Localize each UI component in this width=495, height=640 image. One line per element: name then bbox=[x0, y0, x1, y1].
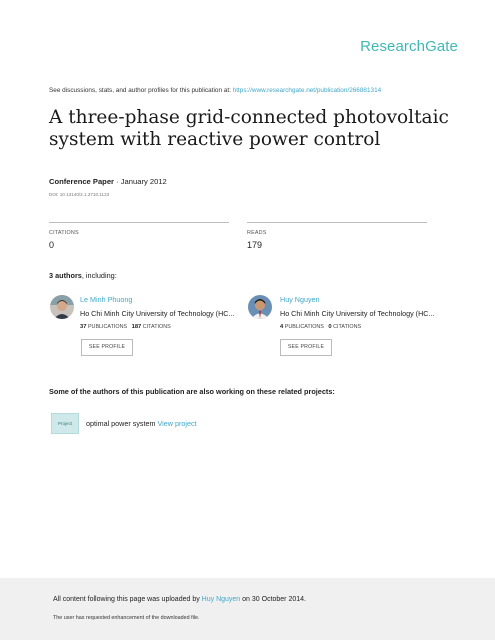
paper-doi: DOI: 10.13140/2.1.2710.1123 bbox=[49, 192, 110, 197]
related-projects-heading: Some of the authors of this publication are also working on these related projects: bbox=[49, 387, 335, 396]
paper-title: A three-phase grid-connected photovoltaic system with reactive power control bbox=[49, 107, 449, 150]
author-publications-count: 37 bbox=[80, 324, 87, 330]
see-profile-button[interactable]: SEE PROFILE bbox=[280, 339, 332, 356]
author-name-link[interactable]: Le Minh Phuong bbox=[80, 295, 133, 304]
authors-suffix: , including: bbox=[81, 271, 117, 280]
paper-type: Conference Paper bbox=[49, 177, 114, 186]
citations-label: CITATIONS bbox=[49, 230, 79, 236]
researchgate-logo[interactable]: ResearchGate bbox=[360, 38, 458, 55]
notice-text: See discussions, stats, and author profiles for this publication at: bbox=[49, 87, 231, 94]
upload-prefix: All content following this page was uploaded by bbox=[53, 596, 200, 603]
author-institution: Ho Chi Minh City University of Technology (HC... bbox=[80, 309, 235, 318]
publication-notice bbox=[49, 87, 381, 94]
avatar[interactable] bbox=[50, 295, 74, 319]
reads-count: 179 bbox=[247, 240, 263, 250]
publication-url-link[interactable]: https://www.researchgate.net/publication/266881314 bbox=[232, 87, 382, 94]
reads-label: READS bbox=[247, 230, 267, 236]
paper-date: January 2012 bbox=[120, 177, 167, 186]
avatar[interactable] bbox=[248, 295, 272, 319]
author-citations-count: 0 bbox=[328, 324, 332, 330]
project-name: optimal power system bbox=[86, 419, 156, 428]
citations-count: 0 bbox=[49, 240, 55, 250]
author-publications-label: PUBLICATIONS bbox=[87, 324, 128, 330]
uploader-link[interactable]: Huy Nguyen bbox=[201, 596, 241, 603]
author-name-link[interactable]: Huy Nguyen bbox=[280, 295, 320, 304]
project-icon[interactable]: Project bbox=[51, 413, 79, 434]
author-publications-count: 4 bbox=[280, 324, 284, 330]
author-stats bbox=[80, 324, 171, 330]
authors-heading bbox=[49, 271, 117, 280]
upload-notice bbox=[53, 596, 306, 603]
author-publications-label: PUBLICATIONS bbox=[284, 324, 324, 330]
author-citations-count: 187 bbox=[131, 324, 142, 330]
paper-meta: Conference Paper · January 2012 bbox=[49, 177, 167, 186]
author-photo-icon bbox=[248, 295, 272, 319]
view-project-link[interactable]: View project bbox=[157, 419, 197, 428]
author-stats bbox=[280, 324, 361, 330]
author-citations-label: CITATIONS bbox=[142, 324, 171, 330]
authors-count: 3 authors bbox=[49, 271, 82, 280]
upload-date: on 30 October 2014. bbox=[242, 596, 306, 603]
footer bbox=[0, 578, 495, 640]
project-entry bbox=[86, 419, 197, 428]
divider-citations bbox=[49, 222, 229, 223]
author-citations-label: CITATIONS bbox=[333, 324, 362, 330]
enhancement-notice: The user has requested enhancement of the downloaded file. bbox=[53, 615, 200, 621]
see-profile-button[interactable]: SEE PROFILE bbox=[81, 339, 133, 356]
author-photo-icon bbox=[50, 295, 74, 319]
divider-reads bbox=[247, 222, 427, 223]
author-institution: Ho Chi Minh City University of Technology (HC... bbox=[280, 309, 435, 318]
